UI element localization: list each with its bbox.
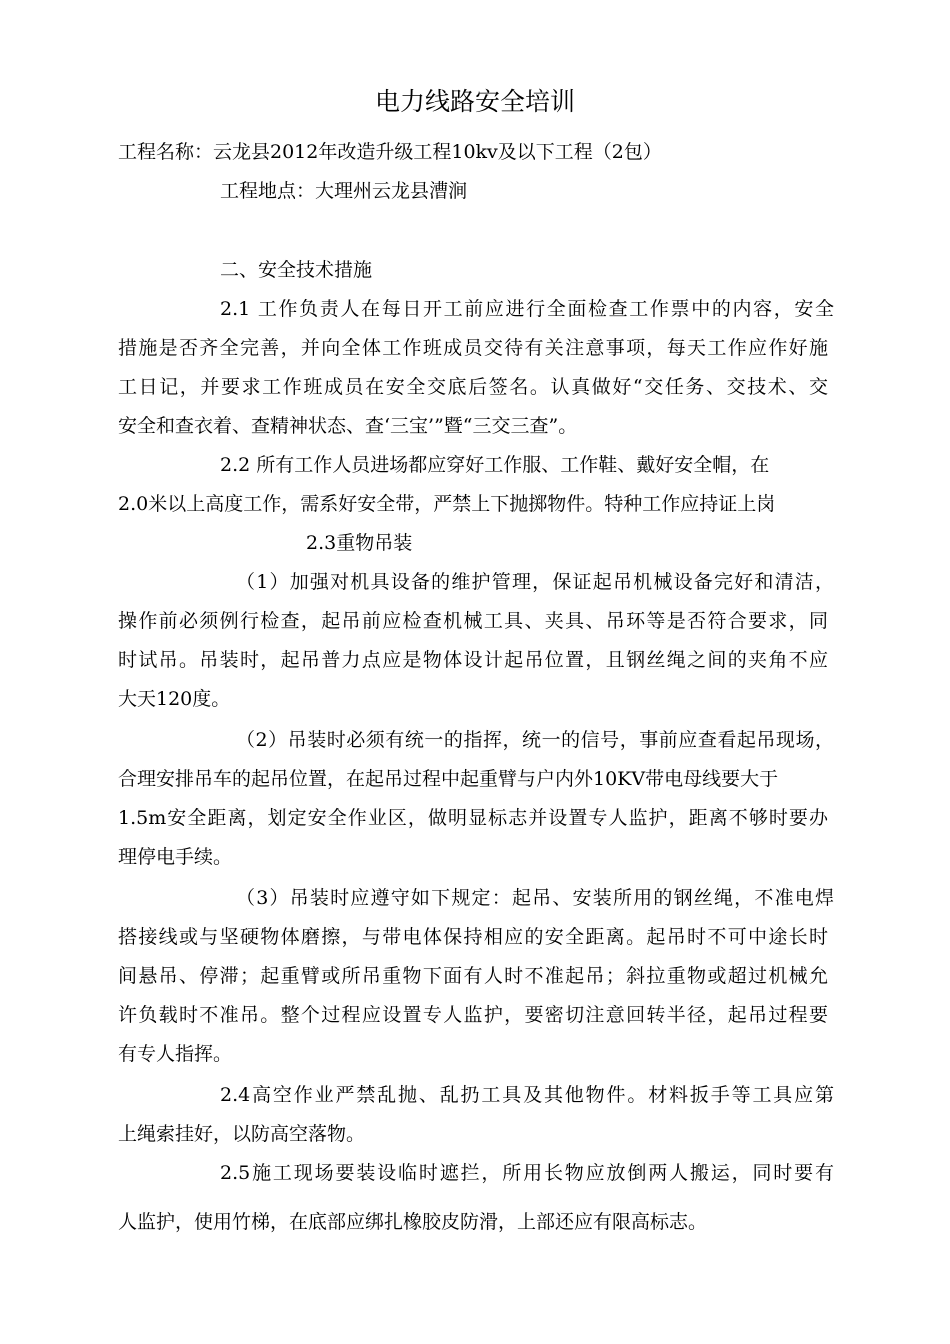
document-title: 电力线路安全培训 (374, 87, 575, 116)
project-location: 工程地点：大理州云龙县漕涧 (220, 180, 468, 202)
paragraph-2-3-3-line: 间悬吊、停滞；起重臂或所吊重物下面有人时不准起吊；斜拉重物或超过机械允 (118, 965, 828, 987)
paragraph-2-3-1-line: 大天120度。 (118, 688, 231, 710)
paragraph-2-1-line: 工日记，并要求工作班成员在安全交底后签名。认真做好“交任务、交技术、交 (118, 376, 828, 398)
paragraph-2-5-line: 人监护，使用竹梯，在底部应绑扎橡胶皮防滑，上部还应有限高标志。 (118, 1211, 708, 1233)
paragraph-2-3-2-line: 合理安排吊车的起吊位置，在起吊过程中起重臂与户内外10KV带电母线要大于 (118, 768, 779, 790)
paragraph-2-5-line: 2.5施工现场要装设临时遮拦，所用长物应放倒两人搬运，同时要有 (220, 1162, 834, 1184)
subsection-heading: 2.3重物吊装 (306, 532, 413, 554)
paragraph-2-3-3-line: 有专人指挥。 (118, 1043, 233, 1065)
paragraph-2-3-1-line: 时试吊。吊装时，起吊普力点应是物体设计起吊位置，且钢丝绳之间的夹角不应 (118, 649, 828, 671)
paragraph-2-4-line: 上绳索挂好，以防高空落物。 (118, 1123, 366, 1145)
paragraph-2-1-line: 2.1 工作负责人在每日开工前应进行全面检查工作票中的内容，安全 (220, 298, 834, 320)
paragraph-2-3-2-line: （2）吊装时必须有统一的指挥，统一的信号，事前应查看起吊现场， (236, 729, 834, 751)
paragraph-2-2-line: 2.0米以上高度工作，需系好安全带，严禁上下抛掷物件。特种工作应持证上岗 (118, 493, 776, 515)
paragraph-2-3-3-line: （3）吊装时应遵守如下规定：起吊、安装所用的钢丝绳，不准电焊 (236, 887, 834, 909)
paragraph-2-4-line: 2.4高空作业严禁乱抛、乱扔工具及其他物件。材料扳手等工具应第 (220, 1084, 834, 1106)
paragraph-2-2-line: 2.2 所有工作人员进场都应穿好工作服、工作鞋、戴好安全帽，在 (220, 454, 770, 476)
paragraph-2-3-2-line: 理停电手续。 (118, 846, 233, 868)
paragraph-2-3-3-line: 搭接线或与坚硬物体磨擦，与带电体保持相应的安全距离。起吊时不可中途长时 (118, 926, 828, 948)
paragraph-2-3-1-line: （1）加强对机具设备的维护管理，保证起吊机械设备完好和清洁， (236, 571, 834, 593)
paragraph-2-1-line: 安全和查衣着、查精神状态、查‘三宝’”暨“三交三查”。 (118, 415, 578, 437)
section-heading: 二、安全技术措施 (220, 259, 373, 281)
paragraph-2-3-1-line: 操作前必须例行检查，起吊前应检查机械工具、夹具、吊环等是否符合要求，同 (118, 610, 828, 632)
project-name: 工程名称：云龙县2012年改造升级工程10kv及以下工程（2包） (118, 141, 662, 163)
paragraph-2-3-3-line: 许负载时不准吊。整个过程应设置专人监护，要密切注意回转半径，起吊过程要 (118, 1004, 828, 1026)
paragraph-2-1-line: 措施是否齐全完善，并向全体工作班成员交待有关注意事项，每天工作应作好施 (118, 337, 828, 359)
paragraph-2-3-2-line: 1.5m安全距离，划定安全作业区，做明显标志并设置专人监护，距离不够时要办 (118, 807, 828, 829)
